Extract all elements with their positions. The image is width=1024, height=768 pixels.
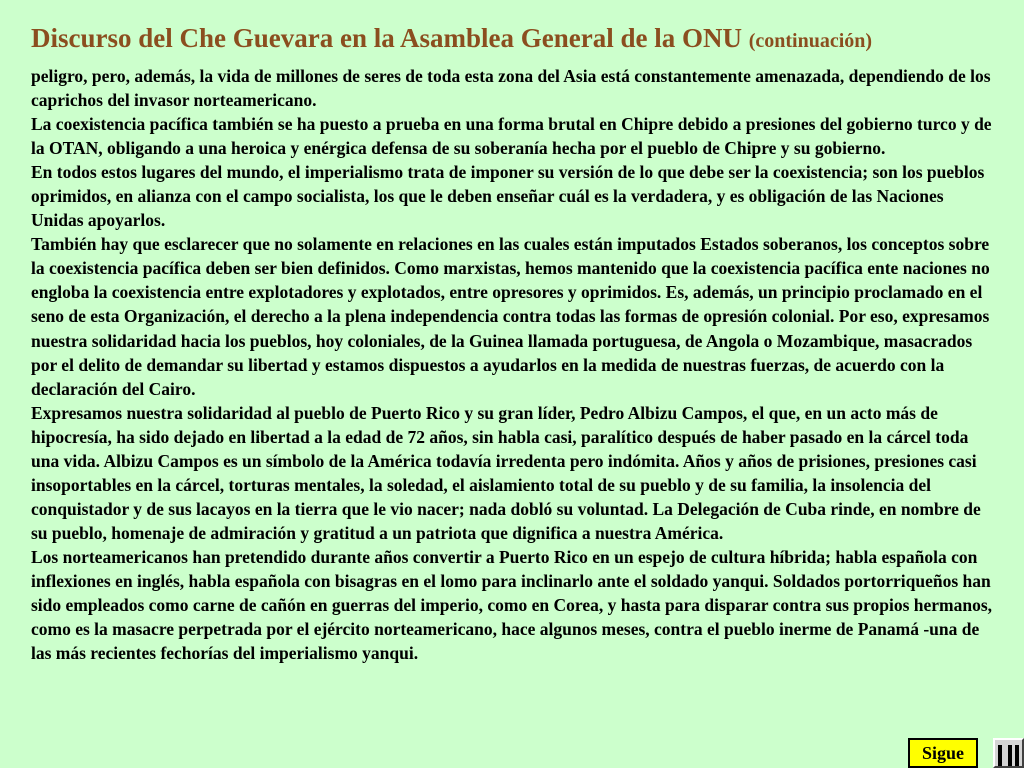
paragraph: peligro, pero, además, la vida de millones de seres de toda esta zona del Asia está constantemente amenazada, dependiendo de los caprichos del invasor norteamericano. <box>31 66 991 111</box>
paragraph: La coexistencia pacífica también se ha puesto a prueba en una forma brutal en Chipre debido a presiones del gobierno turco y de la OTAN, obligando a una heroica y enérgica defensa de su soberanía hecha por el pueblo de Chipre y su gobierno. <box>31 114 992 159</box>
speech-body <box>31 64 996 665</box>
page-title <box>31 20 872 59</box>
title-text: Discurso del Che Guevara en la Asamblea General de la ONU <box>31 23 742 53</box>
paragraph: Los norteamericanos han pretendido durante años convertir a Puerto Rico en un espejo de cultura híbrida; habla española con inflexiones en inglés, habla española con bisagras en el lomo para inclinarlo ante el soldado yanqui. Soldados portorriqueños han sido empleados como carne de cañón en guerras del imperio, como en Corea, y hasta para disparar contra sus propios hermanos, como es la masacre perpetrada por el ejército norteamericano, hace algunos meses, contra el pueblo inerme de Panamá -una de las más recientes fechorías del imperialismo yanqui. <box>31 546 993 664</box>
last-slide-button[interactable] <box>993 738 1024 768</box>
skip-to-end-icon <box>995 740 1022 766</box>
title-subtitle: (continuación) <box>748 30 873 52</box>
paragraph: Expresamos nuestra solidaridad al pueblo de Puerto Rico y su gran líder, Pedro Albizu Campos, el que, en un acto más de hipocresía, ha sido dejado en libertad a la edad de 72 años, sin habla casi, paralítico después de haber pasado en la cárcel toda una vida. Albizu Campos es un símbolo de la América todavía irredenta pero indómita. Años y años de prisiones, presiones casi insoportables en la cárcel, torturas mentales, la soledad, el aislamiento total de su pueblo y de su familia, la insolencia del conquistador y de sus lacayos en la tierra que le vio nacer; nada dobló su voluntad. La Delegación de Cuba rinde, en nombre de su pueblo, homenaje de admiración y gratitud a un patriota que dignifica a nuestra América. <box>31 402 981 543</box>
paragraph: En todos estos lugares del mundo, el imperialismo trata de imponer su versión de lo que debe ser la coexistencia; son los pueblos oprimidos, en alianza con el campo socialista, los que le deben enseñar cuál es la verdadera, y es obligación de las Naciones Unidas apoyarlos. <box>31 162 985 231</box>
next-slide-label: Sigue <box>921 742 964 763</box>
next-slide-button[interactable] <box>908 738 978 768</box>
paragraph: También hay que esclarecer que no solamente en relaciones en las cuales están imputados Estados soberanos, los conceptos sobre la coexistencia pacífica deben ser bien definidos. Como marxistas, hemos mantenido que la coexistencia pacífica ente naciones no engloba la coexistencia entre explotadores y explotados, entre opresores y oprimidos. Es, además, un principio proclamado en el seno de esta Organización, el derecho a la plena independencia contra todas las formas de opresión colonial. Por eso, expresamos nuestra solidaridad hacia los pueblos, hoy coloniales, de la Guinea llamada portuguesa, de Angola o Mozambique, masacrados por el delito de demandar su libertad y estamos dispuestos a ayudarlos en la medida de nuestras fuerzas, de acuerdo con la declaración del Cairo. <box>31 234 990 399</box>
